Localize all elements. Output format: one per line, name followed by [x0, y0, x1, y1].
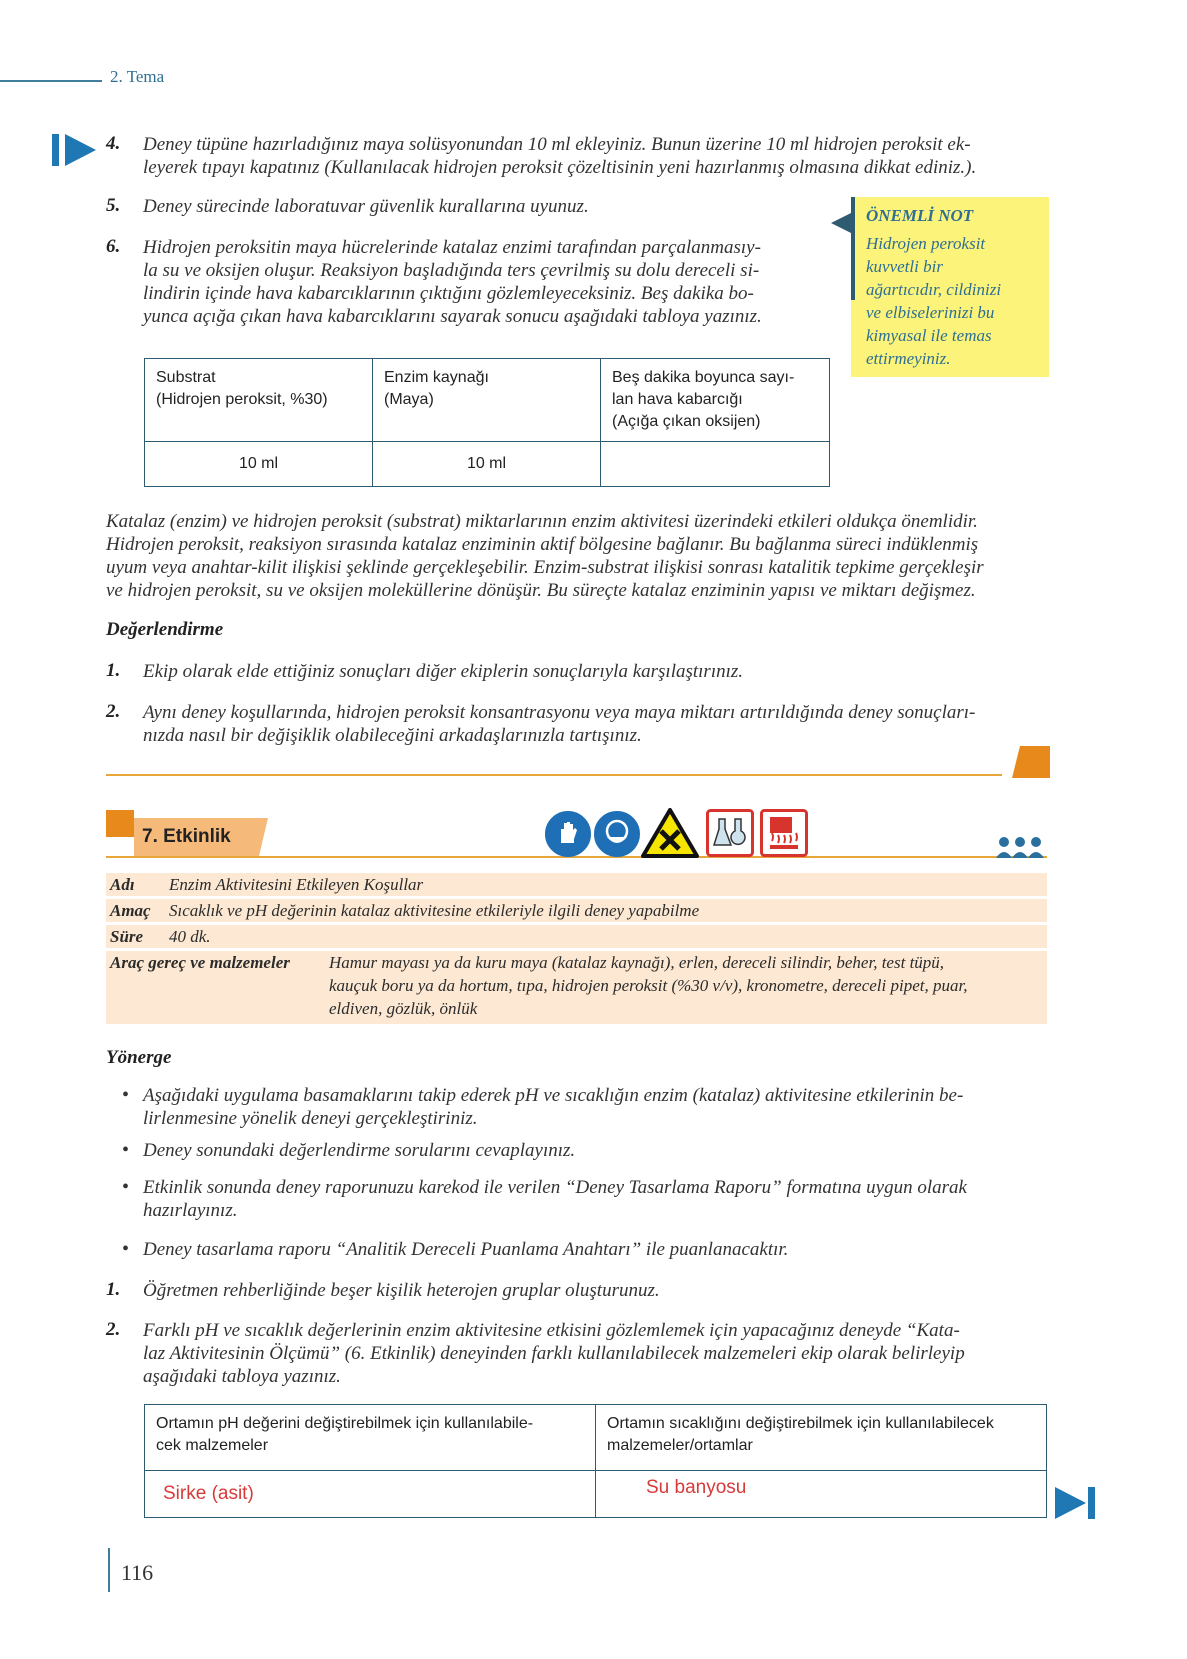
- info-value: 40 dk.: [169, 927, 211, 946]
- important-note: [851, 197, 1049, 377]
- table-header-cell: Beş dakika boyunca sayı- lan hava kabarcığı (Açığa çıkan oksijen): [601, 359, 830, 442]
- info-label: Adı: [110, 875, 135, 894]
- info-label: Süre: [110, 927, 144, 946]
- harmful-hazard-icon: [640, 807, 700, 859]
- info-row-materials: [106, 951, 1047, 1024]
- bubble-count-table: [144, 358, 830, 487]
- table-header-cell: Ortamın sıcaklığını değiştirebilmek için kullanılabilecek malzemeler/ortamlar: [596, 1405, 1047, 1471]
- info-row-name: [106, 873, 1047, 896]
- bullet-icon: •: [122, 1139, 130, 1161]
- bullet-text: Deney sonundaki değerlendirme sorularını cevaplayınız.: [143, 1140, 576, 1161]
- info-label: Amaç: [110, 901, 151, 920]
- bullet-icon: •: [122, 1176, 130, 1198]
- group-icon: [995, 836, 1045, 858]
- directive-title: Yönerge: [106, 1047, 172, 1068]
- note-text: Hidrojen peroksit kuvvetli bir ağartıcıdır, cildinizi ve elbiselerinizi bu kimyasal ile temas ettirmeyiniz.: [866, 234, 1002, 368]
- section-end-icon: [1055, 1487, 1095, 1519]
- table-cell: 10 ml: [373, 442, 601, 487]
- bullet-text: Deney tasarlama raporu “Analitik Dereceli Puanlama Anahtarı” ile puanlanacaktır.: [143, 1239, 789, 1260]
- header-rule: [0, 80, 102, 82]
- bullet-text: Etkinlik sonunda deney raporunuzu karekod ile verilen “Deney Tasarlama Raporu” formatına uygun olarak hazırlayınız.: [143, 1177, 967, 1221]
- eval-text: Aynı deney koşullarında, hidrojen peroksit konsantrasyonu veya maya miktarı artırıldığında deney sonuçları- nızda nasıl bir değişiklik olabileceğini arkadaşlarınızla tartışınız.: [143, 702, 976, 746]
- footer-rule: [108, 1548, 110, 1592]
- step-text: Deney sürecinde laboratuvar güvenlik kurallarına uyunuz.: [143, 196, 589, 217]
- info-value: Enzim Aktivitesini Etkileyen Koşullar: [169, 875, 424, 894]
- eval-number: 2.: [106, 701, 121, 722]
- step-text: Deney tüpüne hazırladığınız maya solüsyonundan 10 ml ekleyiniz. Bunun üzerine 10 ml hidrojen peroksit ek- leyerek tıpayı kapatınız (Kullanılacak hidrojen peroksit çözeltisinin yeni hazırlanmış olmasına dikkat ediniz.).: [143, 134, 977, 178]
- section-start-icon: [52, 134, 98, 166]
- section-title: 2. Tema: [110, 67, 165, 86]
- step-number: 1.: [106, 1279, 121, 1300]
- answer-cell: Su banyosu: [596, 1471, 1047, 1518]
- info-row-duration: [106, 925, 1047, 948]
- answer-cell: Sirke (asit): [145, 1471, 596, 1518]
- table-cell: [601, 442, 830, 487]
- bullet-text: Aşağıdaki uygulama basamaklarını takip ederek pH ve sıcaklığın enzim (katalaz) aktivitesine etkilerinin be- lirlenmesine yönelik deneyi gerçekleştiriniz.: [143, 1085, 964, 1129]
- section-divider: [106, 774, 1002, 776]
- gloves-icon: [545, 811, 591, 857]
- bullet-icon: •: [122, 1084, 130, 1106]
- table-header-cell: Enzim kaynağı (Maya): [373, 359, 601, 442]
- materials-table: [144, 1404, 1047, 1518]
- eval-number: 1.: [106, 660, 121, 681]
- divider-tab-icon: [1012, 746, 1050, 778]
- info-row-purpose: [106, 899, 1047, 922]
- note-pointer-icon: [831, 212, 853, 234]
- mask-icon: [594, 811, 640, 857]
- hot-surface-icon: [760, 809, 808, 857]
- activity-title: 7. Etkinlik: [142, 826, 231, 847]
- explanation-paragraph: Katalaz (enzim) ve hidrojen peroksit (substrat) miktarlarının enzim aktivitesi üzerindeki etkileri oldukça önemlidir. Hidrojen peroksit, reaksiyon sırasında katalaz enziminin aktif bölgesine bağlanır. Bu bağlanma süreci indüklenmiş uyum veya anahtar-kilit ilişkisi şeklinde gerçekleşebilir. Enzim-substrat ilişkisi sonrası katalitik tepkime gerçekleşir ve hidrojen peroksit, su ve oksijen moleküllerine dönüşür. Bu süreçte katalaz enziminin yapısı ve miktarı değişmez.: [106, 511, 984, 601]
- glassware-icon: [706, 809, 754, 857]
- eval-text: Ekip olarak elde ettiğiniz sonuçları diğer ekiplerin sonuçlarıyla karşılaştırınız.: [143, 661, 744, 682]
- step-number: 5.: [106, 195, 121, 216]
- table-header-cell: Substrat (Hidrojen peroksit, %30): [145, 359, 373, 442]
- page-number: 116: [121, 1560, 154, 1585]
- step-text: Öğretmen rehberliğinde beşer kişilik heterojen gruplar oluşturunuz.: [143, 1280, 660, 1301]
- step-number: 2.: [106, 1319, 121, 1340]
- table-header-cell: Ortamın pH değerini değiştirebilmek için kullanılabile- cek malzemeler: [145, 1405, 596, 1471]
- step-text: Farklı pH ve sıcaklık değerlerinin enzim aktivitesine etkisini gözlemlemek için yapacağınız deneyde “Kata- laz Aktivitesinin Ölçümü” (6. Etkinlik) deneyinden farklı kullanılabilecek malzemeleri ekip olarak belirleyip aşağıdaki tabloya yazınız.: [143, 1320, 965, 1387]
- step-text: Hidrojen peroksitin maya hücrelerinde katalaz enzimi tarafından parçalanmasıy- la su ve oksijen oluşur. Reaksiyon başladığında ters çevrilmiş su dolu dereceli si- lindirin içinde hava kabarcıklarının çıktığını gözlemleyeceksiniz. Beş dakika bo- yunca açığa çıkan hava kabarcıklarını sayarak sonucu aşağıdaki tabloya yazınız.: [143, 237, 762, 327]
- step-number: 4.: [106, 133, 121, 154]
- table-cell: 10 ml: [145, 442, 373, 487]
- note-title: ÖNEMLİ NOT: [866, 206, 974, 225]
- info-label: Araç gereç ve malzemeler: [110, 953, 290, 972]
- info-value: Sıcaklık ve pH değerinin katalaz aktivitesine etkileriyle ilgili deney yapabilme: [169, 901, 700, 920]
- bullet-icon: •: [122, 1238, 130, 1260]
- evaluation-title: Değerlendirme: [106, 619, 224, 640]
- info-value: Hamur mayası ya da kuru maya (katalaz kaynağı), erlen, dereceli silindir, beher, test tüpü, kauçuk boru ya da hortum, tıpa, hidrojen peroksit (%30 v/v), kronometre, dereceli pipet, puar, eldiven, gözlük, önlük: [329, 953, 968, 1018]
- step-number: 6.: [106, 236, 121, 257]
- activity-corner: [106, 810, 134, 837]
